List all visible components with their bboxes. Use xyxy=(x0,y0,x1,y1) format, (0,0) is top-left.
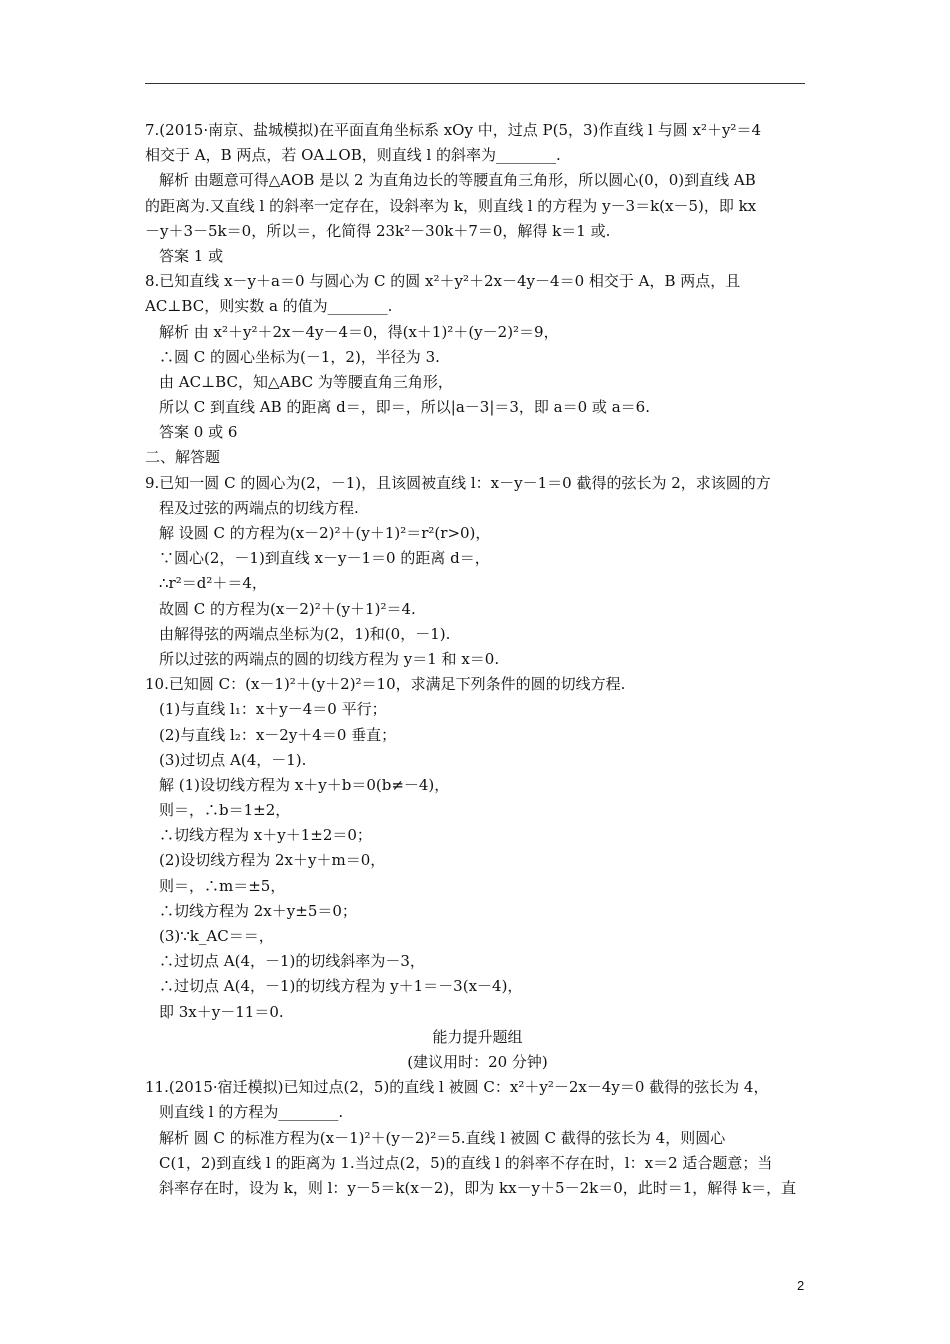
text-line: 解析 由题意可得△AOB 是以 2 为直角边长的等腰直角三角形，所以圆心(0，0)到直线 AB xyxy=(159,171,756,190)
text-line: 由解得弦的两端点坐标为(2，1)和(0，－1). xyxy=(159,624,451,643)
text-line: 解析 圆 C 的标准方程为(x－1)²＋(y－2)²＝5.直线 l 被圆 C 截得的弦长为 4，则圆心 xyxy=(159,1128,726,1147)
text-line: 相交于 A，B 两点，若 OA⊥OB，则直线 l 的斜率为________. xyxy=(145,146,561,165)
text-line: 故圆 C 的方程为(x－2)²＋(y＋1)²＝4. xyxy=(159,599,416,618)
text-line: 解 (1)设切线方程为 x＋y＋b＝0(b≠－4)， xyxy=(159,775,450,794)
text-line: 7.(2015·南京、盐城模拟)在平面直角坐标系 xOy 中，过点 P(5，3)作直线 l 与圆 x²＋y²＝4 xyxy=(145,121,761,139)
text-line: ∴过切点 A(4，－1)的切线斜率为－3， xyxy=(159,952,425,971)
text-line: 斜率存在时，设为 k，则 l：y－5＝k(x－2)，即为 kx－y＋5－2k＝0，此时＝1，解得 k＝，直 xyxy=(159,1178,797,1197)
text-line: －y＋3－5k＝0，所以＝，化简得 23k²－30k＋7＝0，解得 k＝1 或. xyxy=(145,221,611,240)
text-line: 8.已知直线 x－y＋a＝0 与圆心为 C 的圆 x²＋y²＋2x－4y－4＝0 相交于 A，B 两点，且 xyxy=(145,272,741,291)
text-line: 答案 1 或 xyxy=(159,246,224,265)
page-number: 2 xyxy=(797,1278,805,1293)
text-line: ∴圆 C 的圆心坐标为(－1，2)，半径为 3. xyxy=(159,347,440,366)
text-line: ∴切线方程为 2x＋y±5＝0； xyxy=(159,901,357,920)
section-heading: (建议用时：20 分钟) xyxy=(407,1052,548,1071)
text-line: 二、解答题 xyxy=(145,448,221,467)
text-line: 则＝，∴m＝±5， xyxy=(159,876,286,895)
text-line: 10.已知圆 C：(x－1)²＋(y＋2)²＝10，求满足下列条件的圆的切线方程. xyxy=(145,675,626,694)
text-line: 由 AC⊥BC，知△ABC 为等腰直角三角形， xyxy=(159,372,453,391)
section-heading: 能力提升题组 xyxy=(432,1027,523,1046)
text-line: ∵圆心(2，－1)到直线 x－y－1＝0 的距离 d＝， xyxy=(159,549,490,568)
header-rule xyxy=(145,83,805,84)
document-body xyxy=(145,118,810,1201)
text-line: 则＝，∴b＝1±2， xyxy=(159,801,291,820)
text-line: 解析 由 x²＋y²＋2x－4y－4＝0，得(x＋1)²＋(y－2)²＝9， xyxy=(159,322,559,341)
text-line: 所以过弦的两端点的圆的切线方程为 y＝1 和 x＝0. xyxy=(159,649,500,668)
text-line: 答案 0 或 6 xyxy=(159,423,238,442)
text-line: (2)设切线方程为 2x＋y＋m＝0， xyxy=(159,851,386,870)
text-line: (3)过切点 A(4，－1). xyxy=(159,750,307,769)
text-line: 11.(2015·宿迁模拟)已知过点(2，5)的直线 l 被圆 C：x²＋y²－2x－4y＝0 截得的弦长为 4， xyxy=(145,1078,769,1097)
text-line: 解 设圆 C 的方程为(x－2)²＋(y＋1)²＝r²(r>0)， xyxy=(159,524,491,542)
text-line: ∴r²＝d²＋＝4， xyxy=(159,574,267,593)
text-line: 所以 C 到直线 AB 的距离 d＝，即＝，所以|a－3|＝3，即 a＝0 或 a＝6. xyxy=(159,398,650,417)
text-line: 即 3x＋y－11＝0. xyxy=(159,1002,284,1021)
text-line: 则直线 l 的方程为________. xyxy=(159,1103,344,1122)
text-line: 的距离为.又直线 l 的斜率一定存在，设斜率为 k，则直线 l 的方程为 y－3＝k(x－5)，即 kx xyxy=(145,196,757,215)
text-line: 9.已知一圆 C 的圆心为(2，－1)，且该圆被直线 l：x－y－1＝0 截得的弦长为 2，求该圆的方 xyxy=(145,473,771,492)
text-line: C(1，2)到直线 l 的距离为 1.当过点(2，5)的直线 l 的斜率不存在时，l：x＝2 适合题意；当 xyxy=(159,1153,773,1172)
text-line: (1)与直线 l₁：x＋y－4＝0 平行； xyxy=(159,700,387,719)
text-line: (2)与直线 l₂：x－2y＋4＝0 垂直； xyxy=(159,725,397,744)
text-line: (3)∵k_AC＝＝， xyxy=(159,927,274,945)
text-line: 程及过弦的两端点的切线方程. xyxy=(159,498,359,517)
text-line: AC⊥BC，则实数 a 的值为________. xyxy=(145,297,393,316)
text-line: ∴过切点 A(4，－1)的切线方程为 y＋1＝－3(x－4)， xyxy=(159,977,523,996)
text-line: ∴切线方程为 x＋y＋1±2＝0； xyxy=(159,826,372,845)
